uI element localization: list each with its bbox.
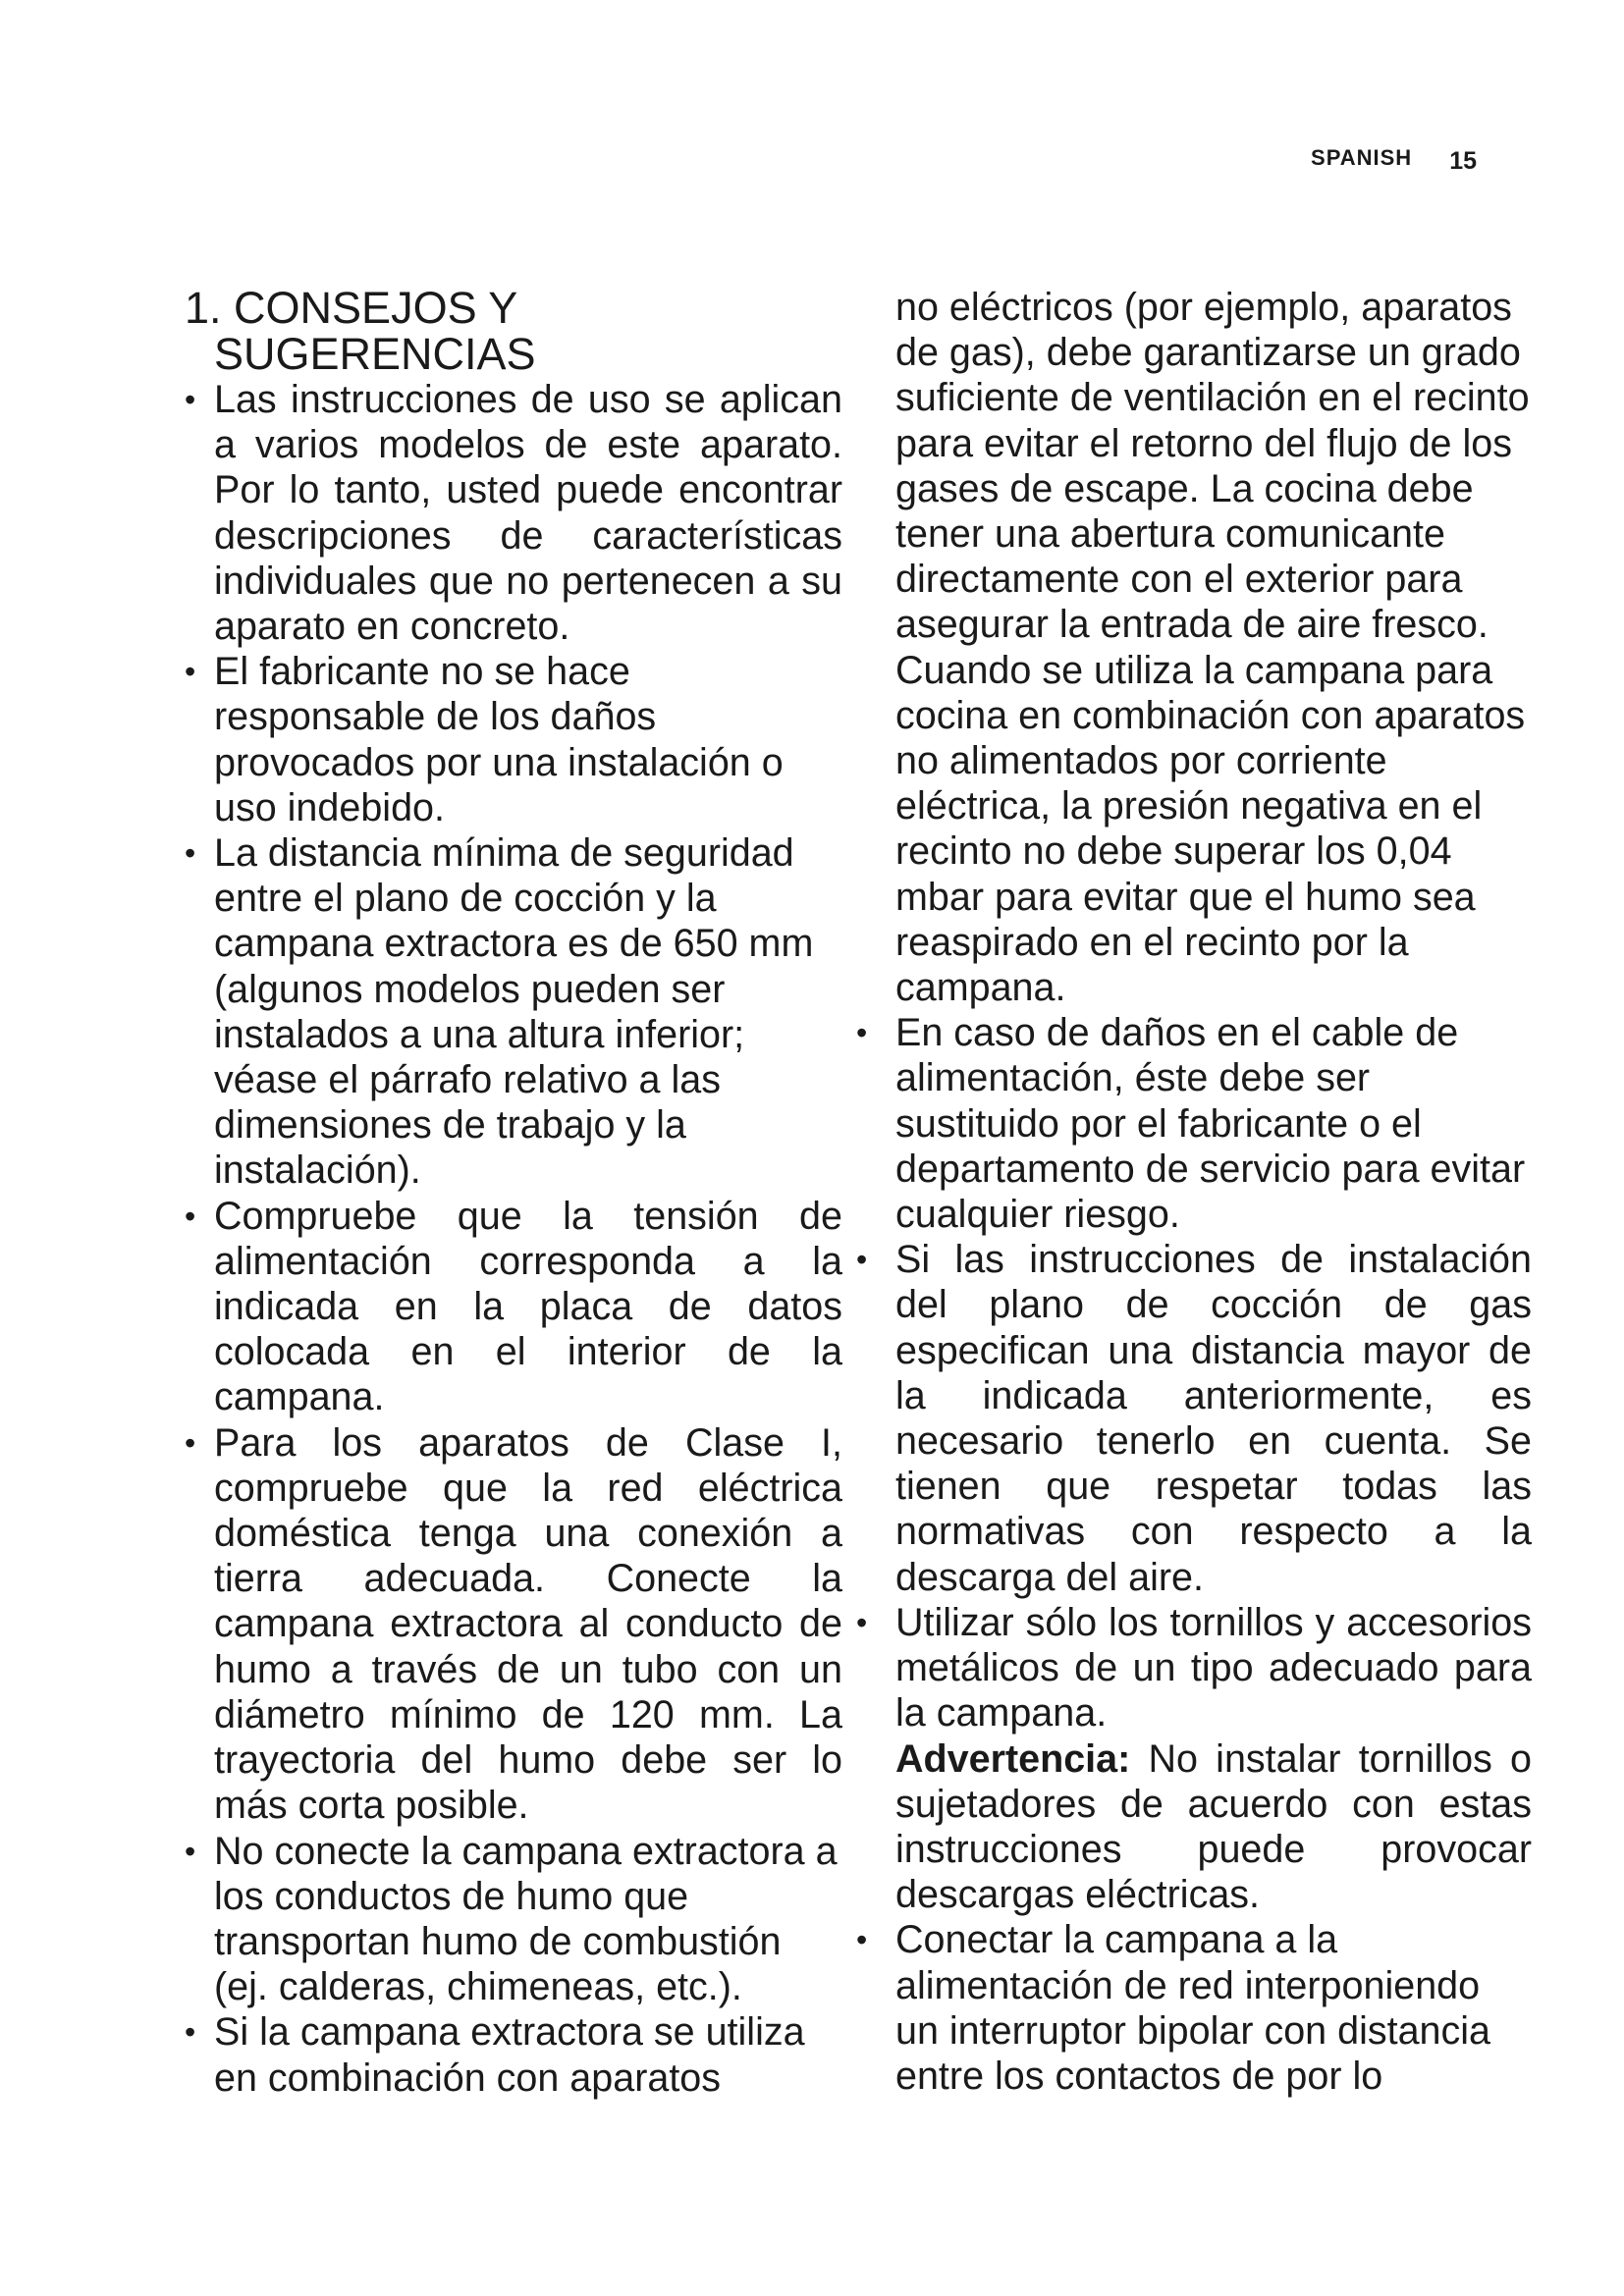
right-column (854, 285, 1532, 2099)
list-item: • Conectar la campana a la alimentación de red interponiendo un interruptor bipolar con distancia entre los contactos de por lo (854, 1917, 1532, 2099)
list-item: • El fabricante no se hace responsable de los daños provocados por una instalación o uso indebido. (185, 649, 842, 830)
list-item: • Si las instrucciones de instalación del plano de cocción de gas especifican una distancia mayor de la indicada anteriormente, es necesario tenerlo en cuenta. Se tienen que respetar todas las normativas con respecto a la descarga del aire. (854, 1237, 1532, 1600)
section-title-line1: CONSEJOS Y (234, 283, 518, 333)
page-header (1311, 143, 1477, 175)
list-item: • La distancia mínima de seguridad entre el plano de cocción y la campana extractora es de 650 mm (algunos modelos pueden ser instalados a una altura inferior; véase el párrafo relativo a las dimensiones de trabajo y la instalación). (185, 830, 842, 1194)
list-item: • No conecte la campana extractora a los conductos de humo que transportan humo de combustión (ej. calderas, chimeneas, etc.). (185, 1829, 842, 2010)
section-title-line2: SUGERENCIAS (214, 329, 536, 379)
page-number: 15 (1449, 147, 1477, 175)
left-column (185, 285, 842, 2101)
continued-paragraph: no eléctricos (por ejemplo, aparatos de gas), debe garantizarse un grado suficiente de ventilación en el recinto para evitar el retorno del flujo de los gases de escape. La cocina debe tener una abertura comunicante directamente con el exterior para asegurar la entrada de aire fresco. Cuando se utiliza la campana para cocina en combinación con aparatos no alimentados por corriente eléctrica, la presión negativa en el recinto no debe superar los 0,04 mbar para evitar que el humo sea reaspirado en el recinto por la campana. (895, 286, 1530, 1010)
warning-text: No instalar tornillos o sujetadores de acuerdo con estas instrucciones puede provocar descargas eléctricas. (895, 1736, 1532, 1917)
section-number: 1. (185, 283, 222, 333)
section-title (185, 285, 842, 377)
language-label: SPANISH (1311, 145, 1413, 170)
list-item: • Para los aparatos de Clase I, compruebe que la red eléctrica doméstica tenga una conexión a tierra adecuada. Conecte la campana extractora al conducto de humo a través de un tubo con un diámetro mínimo de 120 mm. La trayectoria del humo debe ser lo más corta posible. (185, 1420, 842, 1829)
list-item: • En caso de daños en el cable de alimentación, éste debe ser sustituido por el fabricante o el departamento de servicio para evitar cualquier riesgo. (854, 1010, 1532, 1237)
list-item: • Si la campana extractora se utiliza en combinación con aparatos (185, 2009, 842, 2100)
warning-paragraph (854, 1736, 1532, 1918)
list-item: • Compruebe que la tensión de alimentación corresponda a la indicada en la placa de datos colocada en el interior de la campana. (185, 1194, 842, 1420)
list-item: • Las instrucciones de uso se aplican a varios modelos de este aparato. Por lo tanto, usted puede encontrar descripciones de características individuales que no pertenecen a su aparato en concreto. (185, 377, 842, 649)
warning-label: Advertencia: (895, 1736, 1131, 1781)
list-item: • Utilizar sólo los tornillos y accesorios metálicos de un tipo adecuado para la campana. (854, 1600, 1532, 1736)
